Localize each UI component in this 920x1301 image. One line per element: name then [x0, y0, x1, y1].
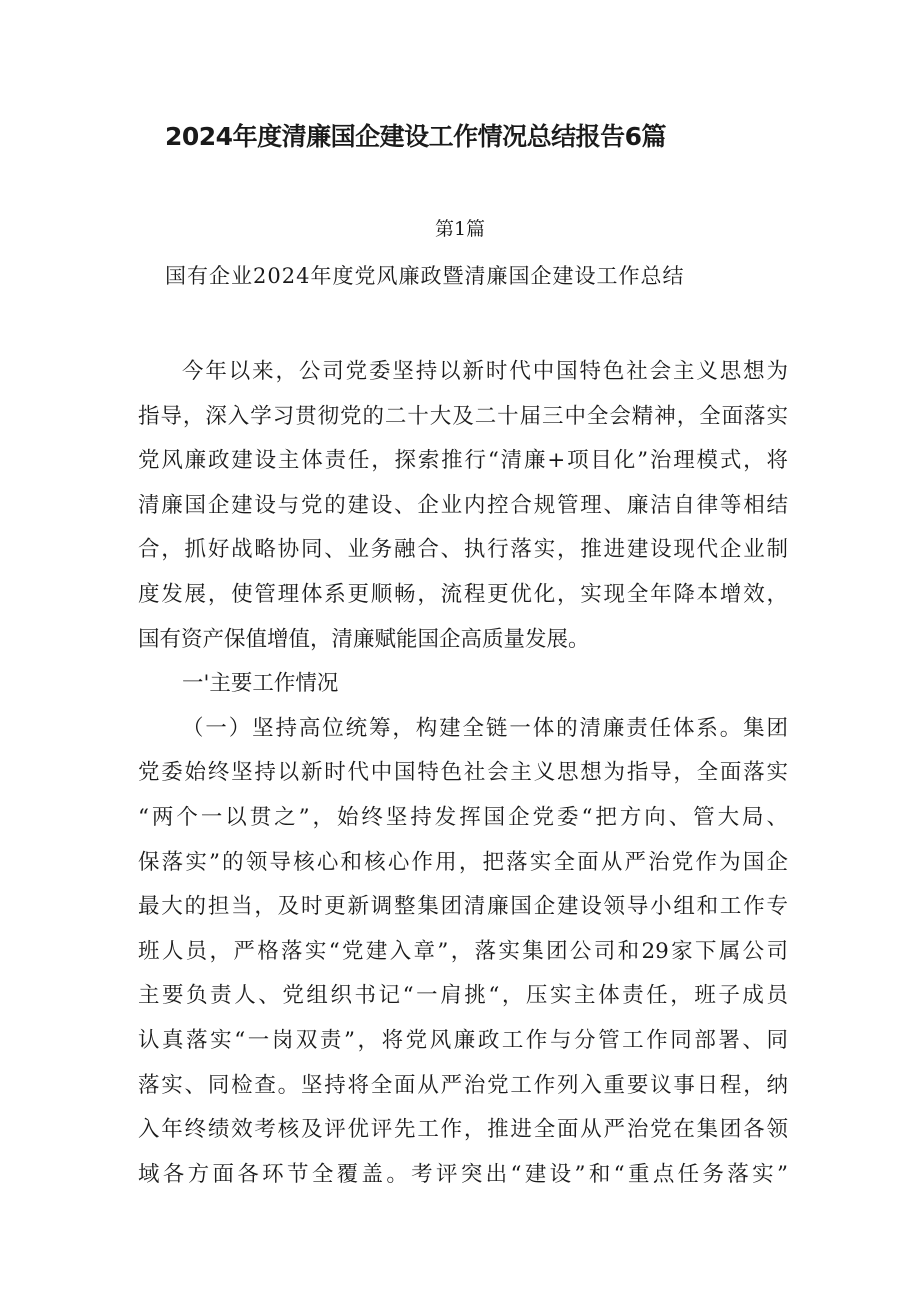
section-heading: 一'主要工作情况 — [182, 671, 339, 697]
paragraph-line: 合，抓好战略协同、业务融合、执行落实，推进建设现代企业制 — [138, 537, 788, 563]
paragraph-line: 指导，深入学习贯彻党的二十大及二十届三中全会精神，全面落实 — [138, 403, 788, 429]
paragraph-line: 主要负责人、党组织书记“一肩挑“，压实主体责任，班子成员 — [138, 983, 788, 1009]
paragraph-line: 最大的担当，及时更新调整集团清廉国企建设领导小组和工作专 — [138, 894, 788, 920]
paragraph-line: 党委始终坚持以新时代中国特色社会主义思想为指导，全面落实 — [138, 760, 788, 786]
article-subtitle: 国有企业2024年度党风廉政暨清廉国企建设工作总结 — [165, 264, 685, 288]
paragraph-line: 保落实”的领导核心和核心作用，把落实全面从严治党作为国企 — [138, 849, 788, 875]
paragraph-line: 域各方面各环节全覆盖。考评突出“建设”和“重点任务落实” — [138, 1161, 788, 1187]
paragraph-line: （一）坚持高位统筹，构建全链一体的清廉责任体系。集团 — [182, 715, 788, 741]
paragraph-line: 度发展，使管理体系更顺畅，流程更优化，实现全年降本增效， — [138, 581, 788, 607]
paragraph-line: 认真落实“一岗双责”，将党风廉政工作与分管工作同部署、同 — [138, 1027, 788, 1053]
document-body — [138, 350, 788, 1197]
paragraph-line: 班人员，严格落实“党建入章”，落实集团公司和29家下属公司 — [138, 938, 788, 964]
paragraph-line: 入年终绩效考核及评优评先工作，推进全面从严治党在集团各领 — [138, 1117, 788, 1143]
paragraph-line: 国有资产保值增值，清廉赋能国企高质量发展。 — [138, 626, 590, 652]
paragraph-line: 清廉国企建设与党的建设、企业内控合规管理、廉洁自律等相结 — [138, 492, 788, 518]
paragraph-line: 党风廉政建设主体责任，探索推行“清廉+项目化”治理模式，将 — [138, 448, 788, 474]
chapter-label: 第1篇 — [434, 218, 486, 240]
paragraph-line: “两个一以贯之”，始终坚持发挥国企党委“把方向、管大局、 — [138, 804, 788, 830]
document-title: 2024年度清廉国企建设工作情况总结报告6篇 — [165, 122, 666, 151]
paragraph-line: 落实、同检查。坚持将全面从严治党工作列入重要议事日程，纳 — [138, 1072, 788, 1098]
paragraph-line: 今年以来，公司党委坚持以新时代中国特色社会主义思想为 — [182, 359, 788, 384]
